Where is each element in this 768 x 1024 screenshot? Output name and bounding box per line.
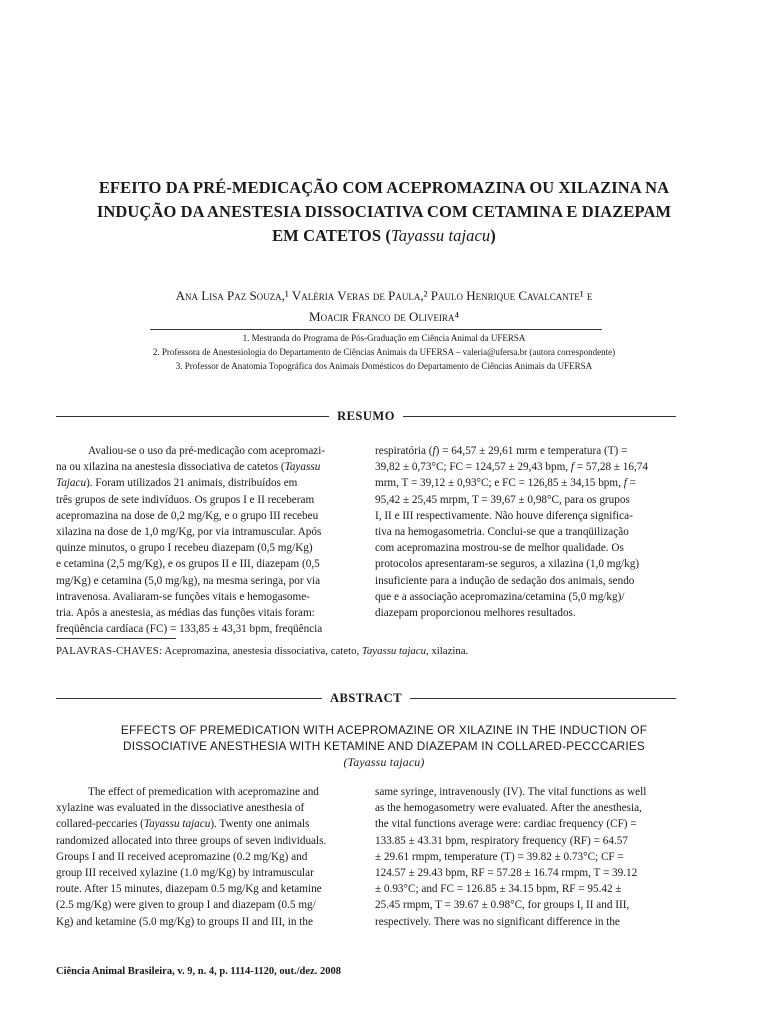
keywords-species: Tayassu tajacu (361, 645, 426, 657)
text-line: insuficiente para a indução de sedação dos animais, sendo (375, 574, 635, 587)
text-line: 124.57 ± 29.43 bpm, RF = 57.28 ± 16.74 rmpm, T = 39.12 (375, 867, 638, 880)
text-line: e cetamina (2,5 mg/Kg), e os grupos II e III, diazepam (0,5 (56, 558, 320, 571)
affiliation-3: 3. Professor de Anatomia Topográfica dos Animais Domésticos do Departamento de Ciências Animais da UFERSA (175, 361, 593, 371)
text-line: group III received xylazine (1.0 mg/Kg) by intramuscular (56, 867, 314, 880)
abstract-heading (56, 688, 676, 708)
text-line: tiva na hemogasometria. Conclui-se que a tranqüilização (375, 526, 629, 539)
footnote-divider (56, 638, 176, 639)
text-line: randomized allocated into three groups of seven individuals. (56, 834, 327, 847)
text-line: (2.5 mg/Kg) were given to group I and diazepam (0.5 mg/ (56, 899, 316, 912)
text-line: tria. Após a anestesia, as médias das funções vitais foram: (56, 607, 315, 620)
resumo-left-column (56, 443, 358, 637)
text-line: I, II e III respectivamente. Não houve diferença significa- (375, 509, 633, 522)
text-line: 39,82 ± 0,73°C; FC = 124,57 ± 29,43 bpm, f = 57,28 ± 16,74 (375, 461, 648, 474)
text-line: Kg) and ketamine (5.0 mg/Kg) to groups II and III, in the (56, 915, 313, 928)
text-line: xilazina na dose de 1,0 mg/Kg, por via intramuscular. Após (56, 526, 322, 539)
text-line: três grupos de sete indivíduos. Os grupos I e II receberam (56, 493, 315, 506)
affiliation-1: 1. Mestranda do Programa de Pós-Graduação em Ciência Animal da UFERSA (242, 333, 526, 343)
article-title (40, 176, 728, 248)
text-line: quinze minutos, o grupo I recebeu diazepam (0,5 mg/Kg) (56, 542, 313, 555)
affiliation-2: 2. Professora de Anestesiologia do Departamento de Ciências Animais da UFERSA – valeria@ufersa.br (autora correspondente) (152, 347, 616, 357)
text-line: 25.45 rmpm, T = 39.67 ± 0.98°C, for groups I, II and III, (375, 899, 630, 912)
text-line: intravenosa. Avaliaram-se funções vitais e hemogasome- (56, 590, 310, 603)
text-line: mg/Kg) e cetamina (5,0 mg/kg), na mesma seringa, por via (56, 574, 321, 587)
text-line: ± 29.61 rmpm, temperature (T) = 39.82 ± 0.73°C; CF = (375, 850, 624, 863)
keywords-end: , xilazina. (425, 645, 469, 657)
heading-rule-left (56, 416, 329, 417)
text-line: protocolos apresentaram-se seguros, a xilazina (1,0 mg/kg) (375, 558, 640, 571)
text-line: 95,42 ± 25,45 mrpm, T = 39,67 ± 0,98°C, para os grupos (375, 493, 630, 506)
heading-rule-right (403, 416, 676, 417)
text-line: que e a associação acepromazina/cetamina (5,0 mg/kg)/ (375, 590, 625, 603)
english-title-species: (Tayassu tajacu) (343, 755, 425, 769)
heading-rule-left (56, 698, 322, 699)
resumo-label: RESUMO (337, 408, 395, 423)
text-line: The effect of premedication with acepromazine and (88, 786, 319, 798)
text-line: the vital functions average were: cardiac frequency (CF) = (375, 818, 637, 831)
text-line: route. After 15 minutes, diazepam 0.5 mg/Kg and ketamine (56, 883, 322, 896)
text-line: Groups I and II received acepromazine (0.2 mg/Kg) and (56, 850, 308, 863)
title-line-3-prefix: EM CATETOS ( (272, 226, 391, 245)
text-line: Tajacu). Foram utilizados 21 animais, distribuídos em (56, 477, 298, 490)
title-line-2: INDUÇÃO DA ANESTESIA DISSOCIATIVA COM CETAMINA E DIAZEPAM (96, 202, 672, 221)
authors-line-1: Ana Lisa Paz Souza,¹ Valéria Veras de Paula,² Paulo Henrique Cavalcante¹ e (175, 288, 593, 303)
affiliation-divider (150, 329, 602, 330)
journal-footer: Ciência Animal Brasileira, v. 9, n. 4, p. 1114-1120, out./dez. 2008 (56, 966, 341, 977)
english-title (40, 722, 728, 770)
text-line: respiratória (f) = 64,57 ± 29,61 mrm e temperatura (T) = (375, 445, 628, 457)
abstract-right-column (375, 784, 677, 930)
text-line: 133.85 ± 43.31 bpm, respiratory frequency (RF) = 64.57 (375, 834, 628, 847)
keywords-label: PALAVRAS-CHAVES: (56, 645, 163, 657)
text-line: ± 0.93°C; and FC = 126.85 ± 34.15 bpm, RF = 95.42 ± (375, 883, 622, 896)
abstract-left-column (56, 784, 358, 930)
text-line: mrm, T = 39,12 ± 0,93°C; e FC = 126,85 ± 34,15 bpm, f = (375, 477, 636, 490)
authors-line-2: Moacir Franco de Oliveira⁴ (309, 309, 459, 324)
keywords-text: Acepromazina, anestesia dissociativa, cateto, (162, 645, 362, 657)
text-line: acepromazina na dose de 0,2 mg/Kg, e o grupo III recebeu (56, 509, 319, 522)
keywords (56, 643, 696, 659)
text-line: com acepromazina mostrou-se de melhor qualidade. Os (375, 542, 624, 555)
title-line-1: EFEITO DA PRÉ-MEDICAÇÃO COM ACEPROMAZINA OU XILAZINA NA (98, 178, 670, 197)
english-title-line-2: DISSOCIATIVE ANESTHESIA WITH KETAMINE AND DIAZEPAM IN COLLARED-PECCCARIES (123, 739, 645, 753)
resumo-right-column (375, 443, 677, 621)
text-line: xylazine was evaluated in the dissociative anesthesia of (56, 802, 305, 815)
text-line: Avaliou-se o uso da pré-medicação com acepromazi- (88, 445, 326, 457)
heading-rule-right (410, 698, 676, 699)
author-list (40, 285, 728, 327)
text-line: same syringe, intravenously (IV). The vital functions as well (375, 786, 647, 798)
title-line-3 (40, 224, 728, 248)
text-line: freqüência cardíaca (FC) = 133,85 ± 43,31 bpm, freqüência (56, 623, 323, 636)
text-line: na ou xilazina na anestesia dissociativa de catetos (Tayassu (56, 461, 321, 474)
resumo-heading (56, 406, 676, 426)
title-line-3-suffix: ) (490, 226, 496, 245)
abstract-label: ABSTRACT (329, 690, 403, 705)
text-line: collared-peccaries (Tayassu tajacu). Twenty one animals (56, 818, 310, 831)
text-line: diazepam proporcionou melhores resultados. (375, 607, 576, 620)
title-species: Tayassu tajacu (390, 226, 491, 245)
text-line: as the hemogasometry were evaluated. After the anesthesia, (375, 802, 642, 815)
text-line: respectively. There was no significant difference in the (375, 915, 620, 928)
english-title-line-1: EFFECTS OF PREMEDICATION WITH ACEPROMAZINE OR XILAZINE IN THE INDUCTION OF (120, 723, 648, 737)
affiliations (40, 331, 728, 373)
